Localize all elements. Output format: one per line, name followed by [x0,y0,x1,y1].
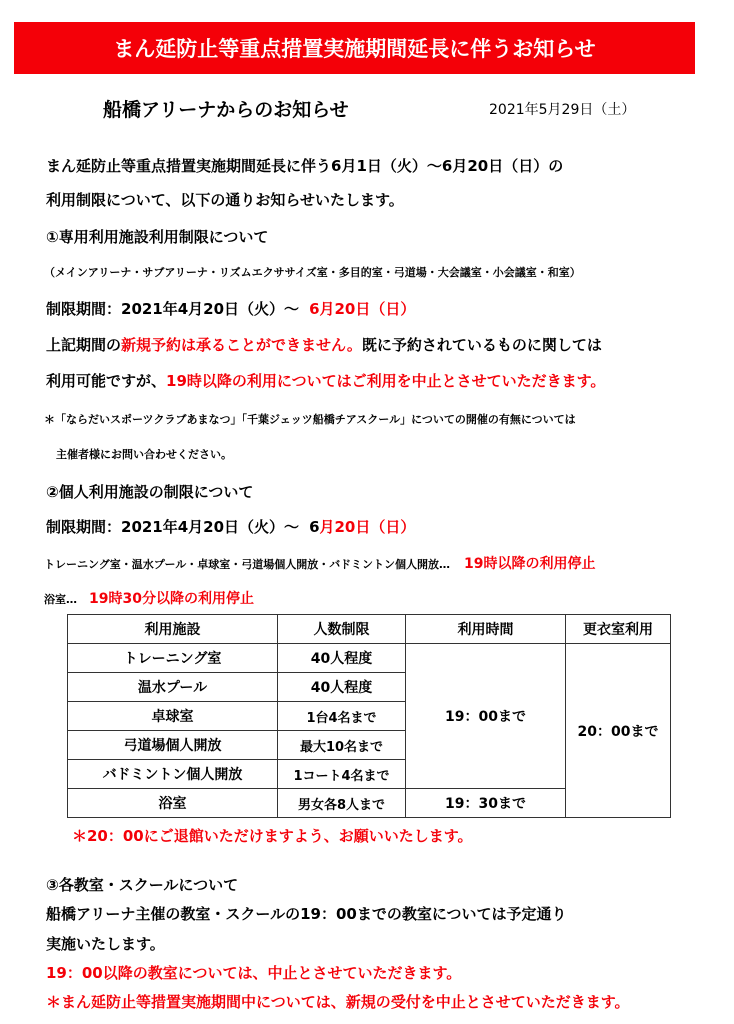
publish-date: 2021年5月29日（土） [489,102,636,118]
section-3-title: ③各教室・スクールについて [46,876,239,894]
stop-after-19: 19時以降の利用停止 [464,556,596,572]
section-2-line-2 [44,588,254,608]
section-2-period [46,516,415,537]
section-1-title: ①専用利用施設利用制限について [46,228,269,246]
capacity-cell: 1台4名まで [278,702,406,731]
p1-text-c: 既に予約されているものに関しては [361,336,602,354]
section-2-period-end: 月20日（日） [319,518,416,536]
intro-line-2: 利用制限について、以下の通りお知らせいたします。 [46,191,404,209]
facility-cell: 弓道場個人開放 [68,731,278,760]
section-1-note-1: ＊「ならだいスポーツクラブあまなつ」「千葉ジェッツ船橋チアスクール」についての開催の有無については [44,413,576,426]
section-1-facilities: （メインアリーナ・サブアリーナ・リズムエクササイズ室・多目的室・弓道場・大会議室・小会議室・和室） [44,266,581,279]
section-3-line-4: ＊まん延防止等措置実施期間中については、新規の受付を中止とさせていただきます。 [46,993,630,1011]
capacity-cell: 最大10名まで [278,731,406,760]
facility-limits-table [67,614,671,818]
table-note: ＊20：00にご退館いただけますよう、お願いいたします。 [72,827,473,845]
section-2-line-1 [44,553,596,573]
section-1-period [46,298,415,319]
header-locker: 更衣室利用 [566,615,671,644]
capacity-cell: 男女各8人まで [278,789,406,818]
hours-cell-bath: 19：30まで [406,789,566,818]
header-hours: 利用時間 [406,615,566,644]
section-3-line-2: 実施いたします。 [46,935,165,953]
section-1-paragraph-2 [46,370,605,391]
table-row [68,644,671,673]
section-1-period-label: 制限期間：2021年4月20日（火）～ [46,300,300,318]
section-1-note-2: 主催者様にお問い合わせください。 [56,448,232,461]
table-header-row [68,615,671,644]
facility-cell: 卓球室 [68,702,278,731]
notice-banner: まん延防止等重点措置実施期間延長に伴うお知らせ [14,22,695,74]
p2-text-b: 19時以降の利用についてはご利用を中止とさせていただきます。 [166,372,606,390]
facility-cell: 温水プール [68,673,278,702]
header-facility: 利用施設 [68,615,278,644]
capacity-cell: 1コート4名まで [278,760,406,789]
facility-cell: 浴室 [68,789,278,818]
facility-cell: バドミントン個人開放 [68,760,278,789]
stop-after-1930: 19時30分以降の利用停止 [89,591,254,607]
section-3-line-3: 19：00以降の教室については、中止とさせていただきます。 [46,964,462,982]
page-title: 船橋アリーナからのお知らせ [103,99,349,121]
header-capacity: 人数制限 [278,615,406,644]
section-1-period-end: 6月20日（日） [309,300,416,318]
bath-label: 浴室… [44,593,77,606]
section-2-title: ②個人利用施設の制限について [46,483,254,501]
hours-cell-main: 19：00まで [406,644,566,789]
p1-text-b: 新規予約は承ることができません。 [121,336,362,354]
section-2-period-month: 6 [309,518,320,536]
capacity-cell: 40人程度 [278,673,406,702]
section-1-paragraph-1 [46,334,602,355]
section-3-line-1: 船橋アリーナ主催の教室・スクールの19：00までの教室については予定通り [46,905,567,923]
p2-text-a: 利用可能ですが、 [46,372,167,390]
p1-text-a: 上記期間の [46,336,122,354]
section-2-period-label: 制限期間：2021年4月20日（火）～ [46,518,300,536]
locker-cell: 20：00まで [566,644,671,818]
intro-line-1: まん延防止等重点措置実施期間延長に伴う6月1日（火）～6月20日（日）の [46,157,564,175]
facilities-list: トレーニング室・温水プール・卓球室・弓道場個人開放・バドミントン個人開放… [44,558,451,571]
capacity-cell: 40人程度 [278,644,406,673]
facility-cell: トレーニング室 [68,644,278,673]
